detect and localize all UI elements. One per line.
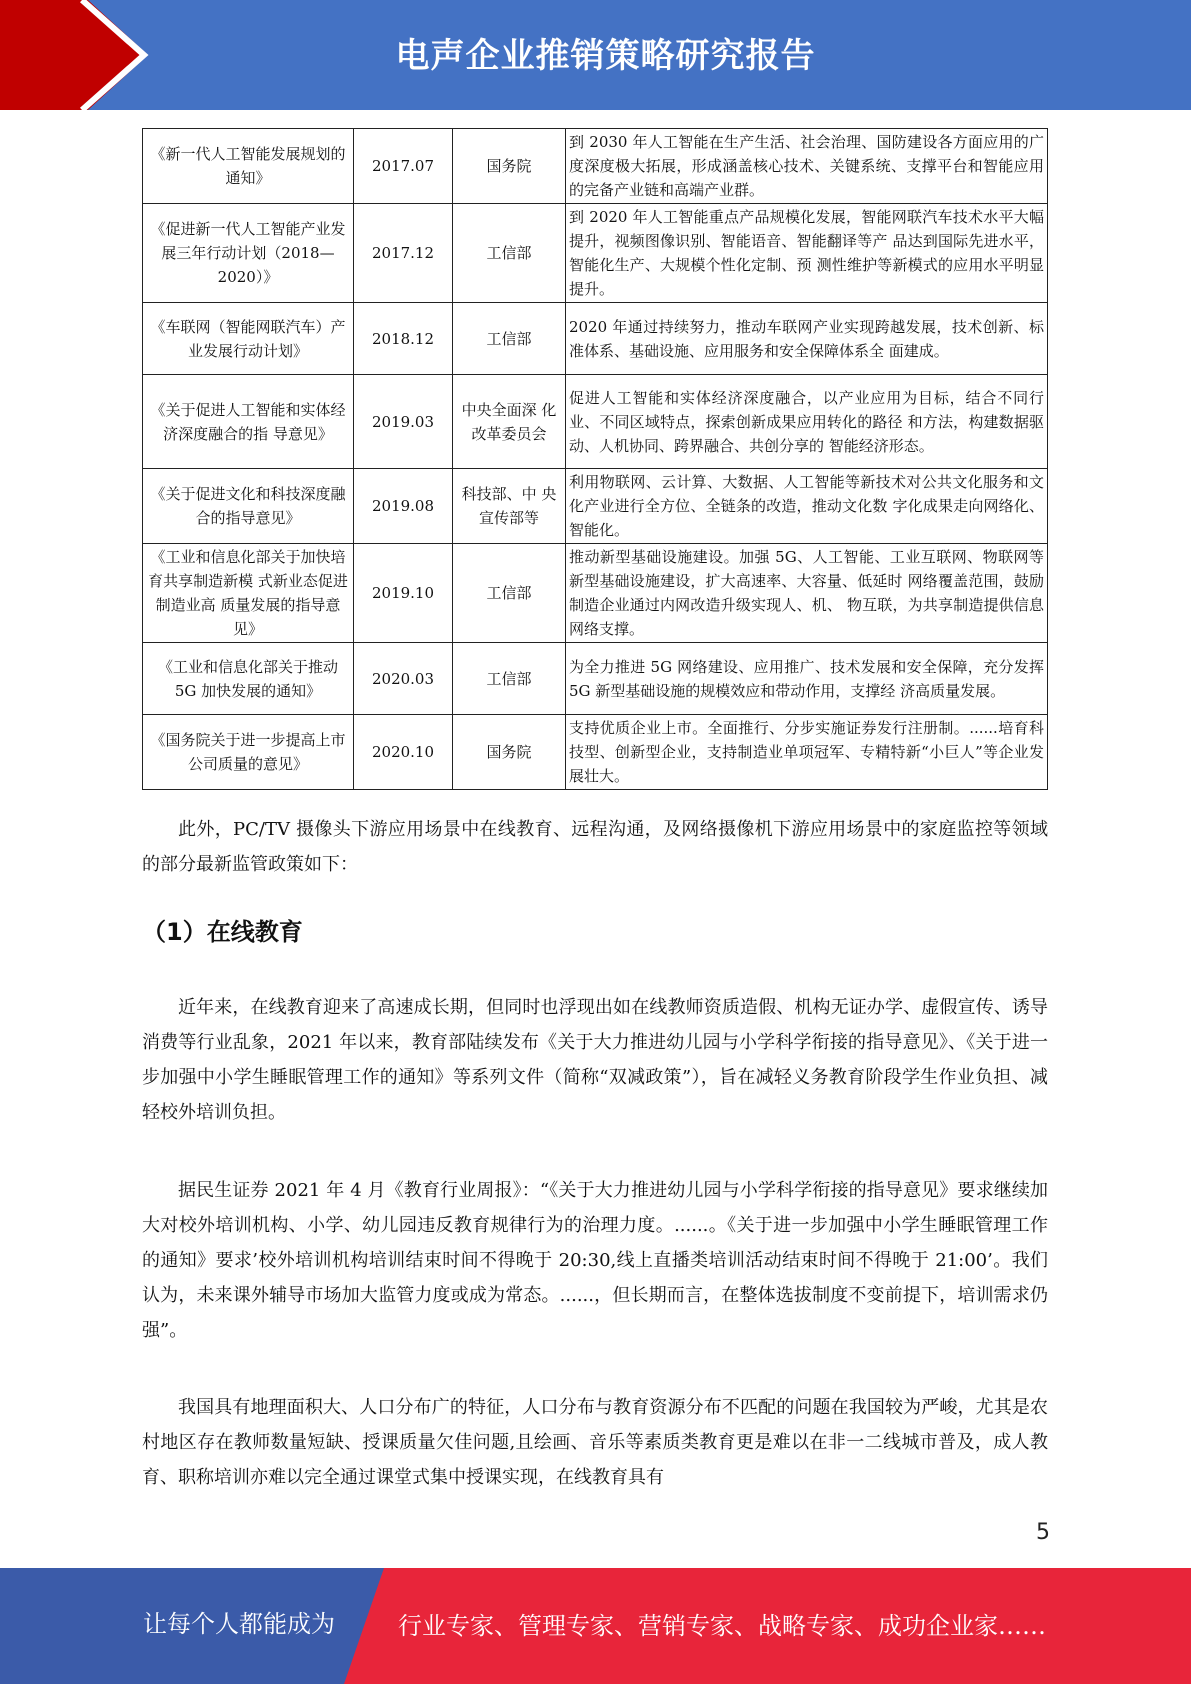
policy-date-cell: 2020.10 [354, 715, 453, 790]
policy-desc-cell: 利用物联网、云计算、大数据、人工智能等新技术对公共文化服务和文化产业进行全方位、全链条的改造，推动文化数 字化成果走向网络化、智能化。 [566, 469, 1048, 544]
policy-date-cell: 2019.03 [354, 375, 453, 469]
policy-dept-cell: 工信部 [453, 643, 566, 715]
policy-desc-cell: 促进人工智能和实体经济深度融合，以产业应用为目标，结合不同行业、不同区域特点，探索创新成果应用转化的路径 和方法，构建数据驱动、人机协同、跨界融合、共创分享的 智能经济形态。 [566, 375, 1048, 469]
policy-dept-cell: 中央全面深 化改革委员会 [453, 375, 566, 469]
policy-desc-cell: 推动新型基础设施建设。加强 5G、人工智能、工业互联网、物联网等新型基础设施建设，扩大高速率、大容量、低延时 网络覆盖范围，鼓励制造企业通过内网改造升级实现人、机、 物互联，为共享制造提供信息网络支撑。 [566, 544, 1048, 643]
policy-desc-cell: 支持优质企业上市。全面推行、分步实施证券发行注册制。......培育科技型、创新型企业，支持制造业单项冠军、专精特新“小巨人”等企业发展壮大。 [566, 715, 1048, 790]
intro-paragraph: 此外，PC/TV 摄像头下游应用场景中在线教育、远程沟通，及网络摄像机下游应用场景中的家庭监控等领域的部分最新监管政策如下： [142, 819, 1048, 875]
table-row [143, 643, 1048, 715]
section-heading: （1）在线教育 [142, 918, 303, 946]
page-footer [0, 1568, 1191, 1684]
policy-date-cell: 2019.08 [354, 469, 453, 544]
paragraph-block-2 [142, 1173, 1048, 1348]
paragraph-block-1 [142, 990, 1048, 1130]
body-paragraph: 我国具有地理面积大、人口分布广的特征，人口分布与教育资源分布不匹配的问题在我国较为严峻，尤其是农村地区存在教师数量短缺、授课质量欠佳问题,且绘画、音乐等素质类教育更是难以在非一二线城市普及，成人教育、职称培训亦难以完全通过课堂式集中授课实现，在线教育具有 [142, 1397, 1048, 1488]
footer-slogan-right: 行业专家、管理专家、营销专家、战略专家、成功企业家…… [398, 1612, 1046, 1640]
policy-date-cell: 2020.03 [354, 643, 453, 715]
policy-name-cell: 《关于促进文化和科技深度融合的指导意见》 [143, 469, 354, 544]
policy-date-cell: 2017.12 [354, 204, 453, 303]
policy-name-cell: 《车联网（智能网联汽车）产业发展行动计划》 [143, 303, 354, 375]
policy-dept-cell: 工信部 [453, 204, 566, 303]
policy-dept-cell: 工信部 [453, 303, 566, 375]
policy-name-cell: 《工业和信息化部关于推动 5G 加快发展的通知》 [143, 643, 354, 715]
table-row [143, 715, 1048, 790]
policy-dept-cell: 国务院 [453, 715, 566, 790]
table-row [143, 129, 1048, 204]
policy-desc-cell: 到 2030 年人工智能在生产生活、社会治理、国防建设各方面应用的广度深度极大拓展，形成涵盖核心技术、关键系统、支撑平台和智能应用的完备产业链和高端产业群。 [566, 129, 1048, 204]
policy-desc-cell: 为全力推进 5G 网络建设、应用推广、技术发展和安全保障，充分发挥 5G 新型基础设施的规模效应和带动作用，支撑经 济高质量发展。 [566, 643, 1048, 715]
policy-name-cell: 《关于促进人工智能和实体经济深度融合的指 导意见》 [143, 375, 354, 469]
table-row [143, 375, 1048, 469]
policy-desc-cell: 2020 年通过持续努力，推动车联网产业实现跨越发展，技术创新、标准体系、基础设施、应用服务和安全保障体系全 面建成。 [566, 303, 1048, 375]
footer-slogan-left: 让每个人都能成为 [143, 1610, 335, 1638]
paragraph-block-3 [142, 1390, 1048, 1495]
policy-name-cell: 《促进新一代人工智能产业发展三年行动计划（2018—2020）》 [143, 204, 354, 303]
table-row [143, 303, 1048, 375]
policy-dept-cell: 工信部 [453, 544, 566, 643]
body-paragraph: 据民生证券 2021 年 4 月《教育行业周报》：“《关于大力推进幼儿园与小学科学衔接的指导意见》要求继续加大对校外培训机构、小学、幼儿园违反教育规律行为的治理力度。......。《关于进一步加强中小学生睡眠管理工作的通知》要求’校外培训机构培训结束时间不得晚于 20:30,线上直播类培训活动结束时间不得晚于 21:00’。我们认为，未来课外辅导市场加大监管力度或成为常态。......，但长期而言，在整体选拔制度不变前提下，培训需求仍强”。 [142, 1180, 1048, 1341]
table-row [143, 204, 1048, 303]
policy-name-cell: 《新一代人工智能发展规划的通知》 [143, 129, 354, 204]
policy-date-cell: 2018.12 [354, 303, 453, 375]
report-title: 电声企业推销策略研究报告 [395, 36, 816, 76]
policy-name-cell: 《工业和信息化部关于加快培育共享制造新模 式新业态促进制造业高 质量发展的指导意见》 [143, 544, 354, 643]
page-number: 5 [1036, 1520, 1050, 1545]
policy-desc-cell: 到 2020 年人工智能重点产品规模化发展，智能网联汽车技术水平大幅提升，视频图像识别、智能语音、智能翻译等产 品达到国际先进水平，智能化生产、大规模个性化定制、预 测性维护等新模式的应用水平明显提升。 [566, 204, 1048, 303]
page-header [0, 0, 1191, 110]
intro-block [142, 812, 1048, 882]
table-row [143, 469, 1048, 544]
table-row [143, 544, 1048, 643]
policy-table [142, 128, 1048, 790]
body-paragraph: 近年来，在线教育迎来了高速成长期，但同时也浮现出如在线教师资质造假、机构无证办学、虚假宣传、诱导消费等行业乱象，2021 年以来，教育部陆续发布《关于大力推进幼儿园与小学科学衔接的指导意见》、《关于进一步加强中小学生睡眠管理工作的通知》等系列文件（简称“双减政策”），旨在减轻义务教育阶段学生作业负担、减轻校外培训负担。 [142, 997, 1048, 1123]
policy-name-cell: 《国务院关于进一步提高上市公司质量的意见》 [143, 715, 354, 790]
policy-date-cell: 2017.07 [354, 129, 453, 204]
policy-date-cell: 2019.10 [354, 544, 453, 643]
policy-dept-cell: 国务院 [453, 129, 566, 204]
policy-dept-cell: 科技部、中 央宣传部等 [453, 469, 566, 544]
